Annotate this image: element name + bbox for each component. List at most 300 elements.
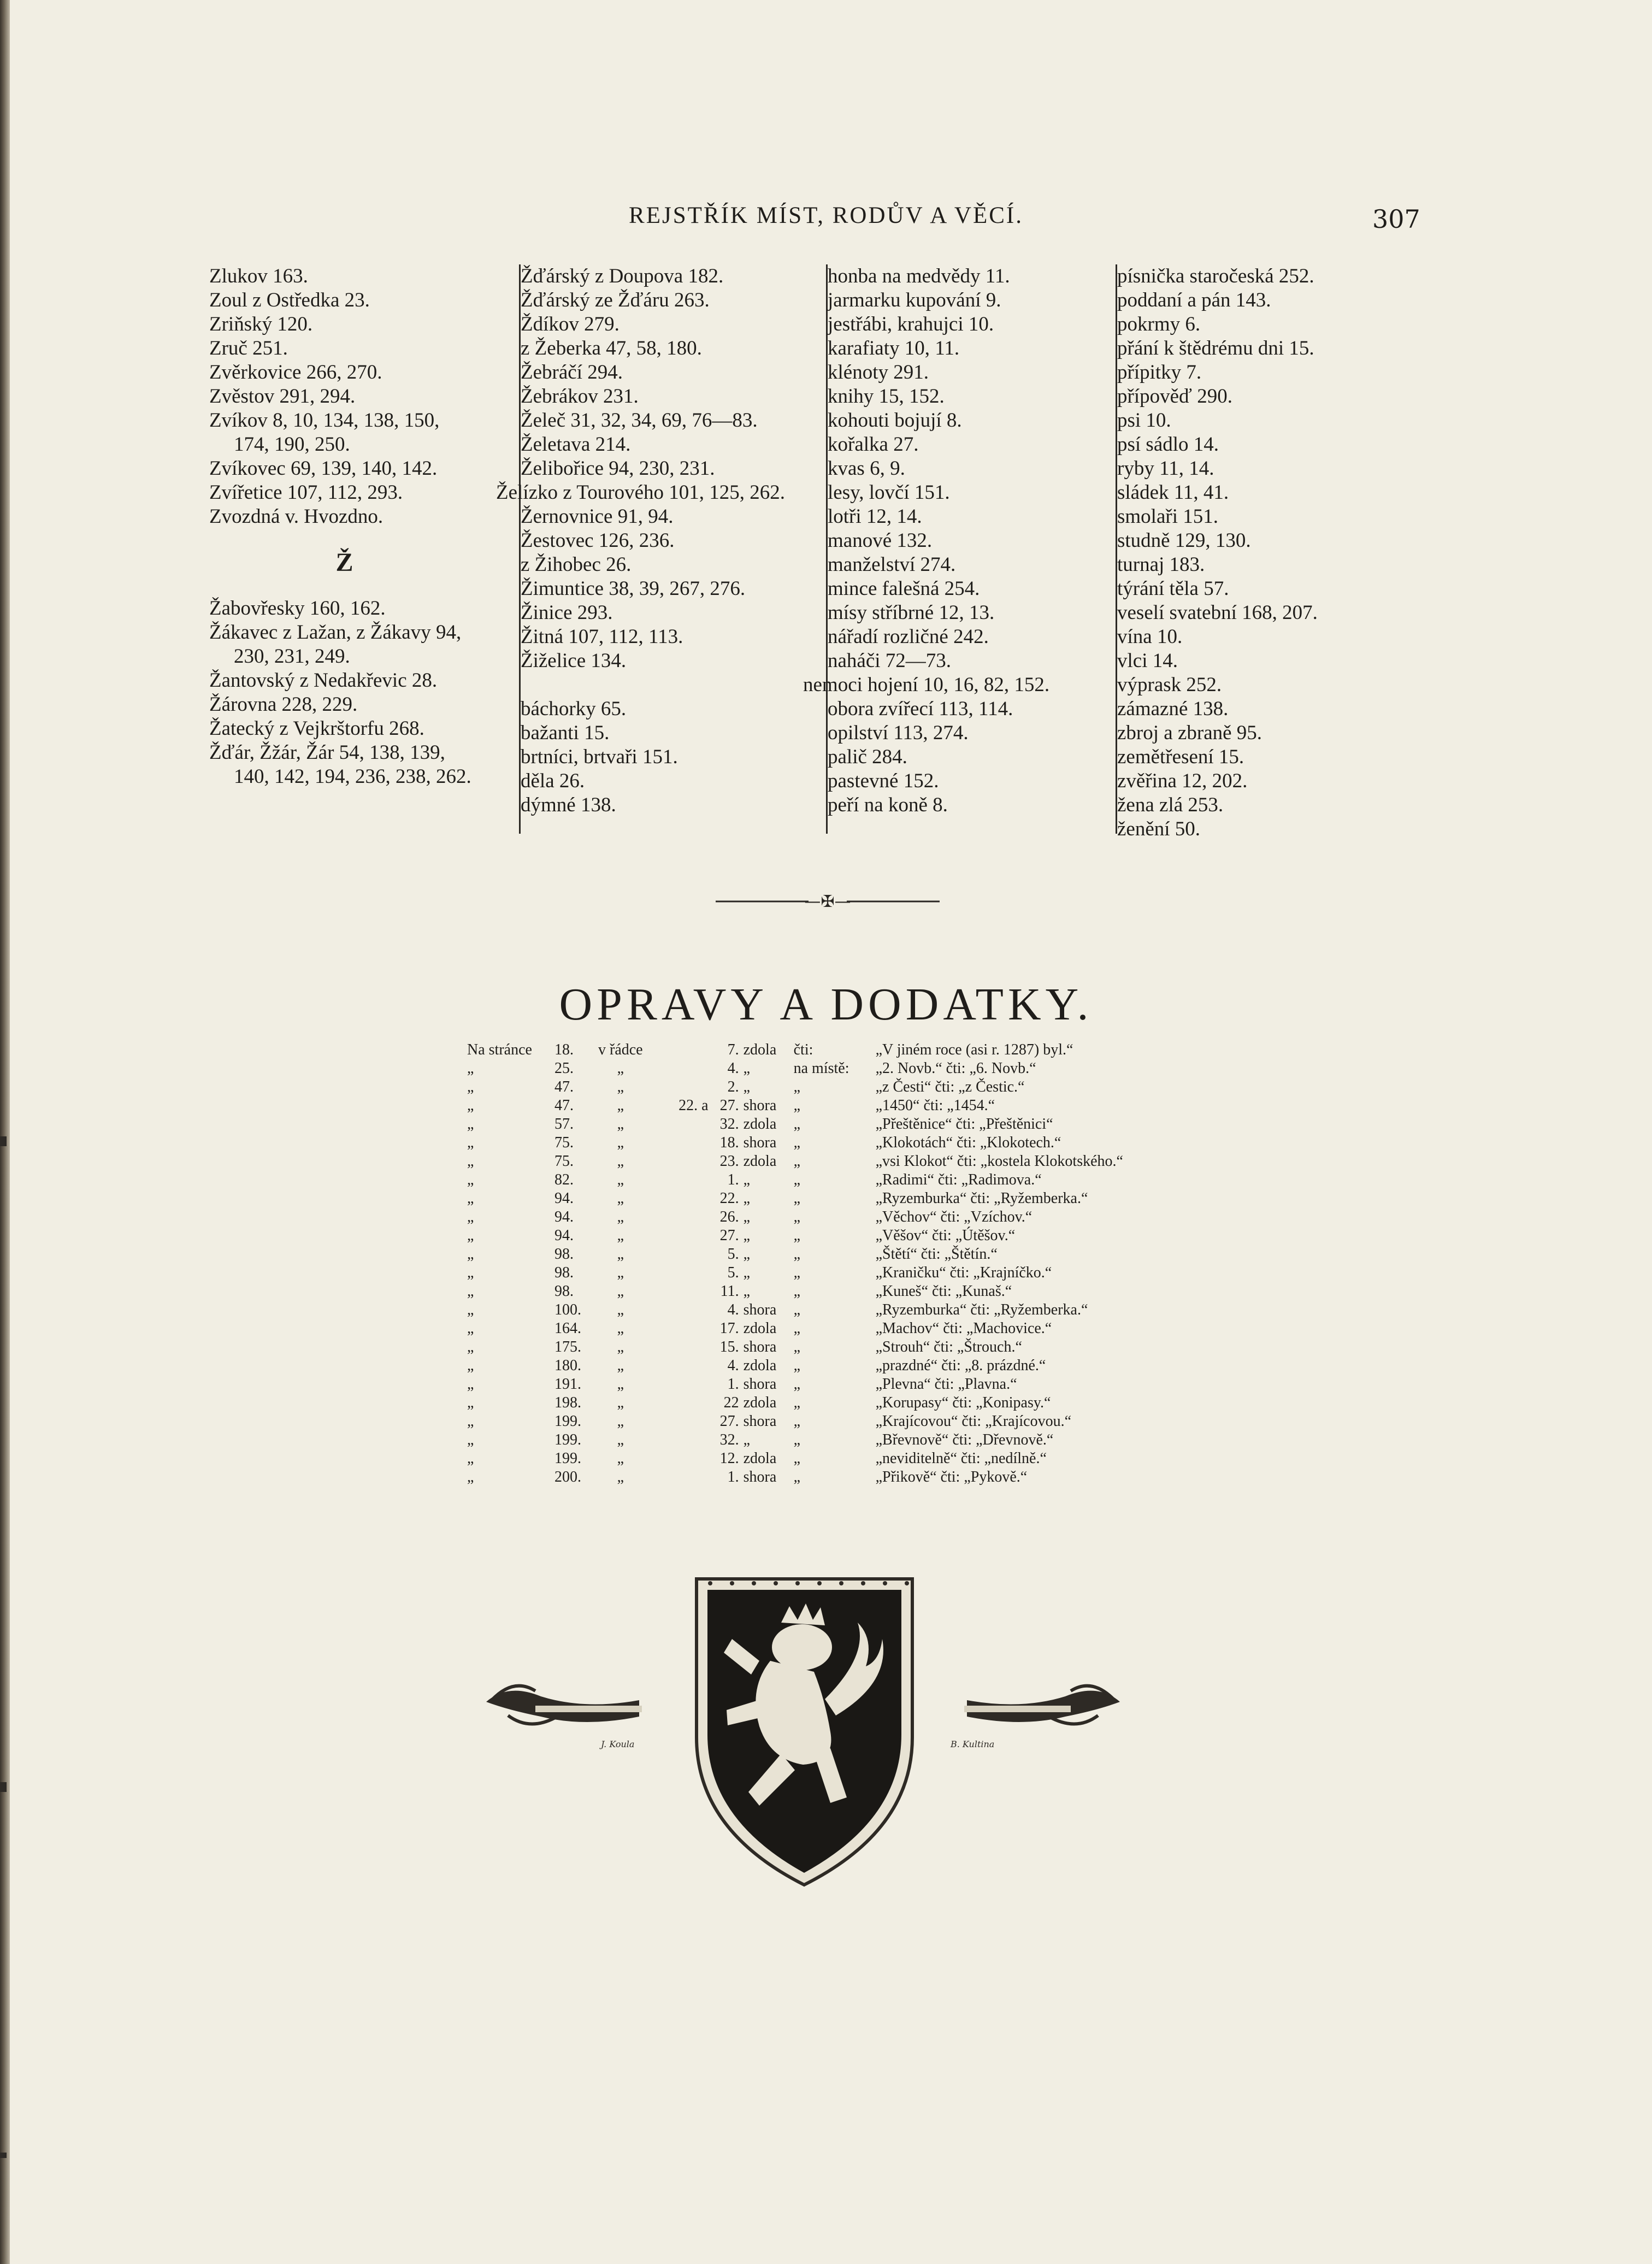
errata-line-number: 27. [719,1227,739,1244]
errata-line-label: „ [617,1264,624,1281]
index-entry: karafiaty 10, 11. [828,337,960,359]
errata-prefix: „ [467,1078,474,1095]
errata-line-number: 12. [719,1450,739,1467]
errata-extra [643,1189,714,1208]
errata-page: 94. [554,1208,574,1225]
errata-correction: „vsi Klokot“ čti: „kostela Klokotského.“ [875,1153,1123,1170]
ornament-divider [710,891,945,912]
errata-page: 199. [554,1431,581,1448]
errata-instruction: „ [793,1171,801,1188]
errata-instruction: „ [793,1190,801,1207]
errata-line-label: „ [617,1320,624,1337]
index-entry: Žatecký z Vejkrštorfu 268. [209,717,424,740]
errata-extra [643,1357,714,1375]
errata-direction: zdola [743,1450,777,1467]
section-letter-heading: Ž [335,548,353,577]
errata-line-label: „ [617,1134,624,1151]
index-entry: Žimuntice 38, 39, 267, 276. [521,577,746,600]
index-entry: Zvozdná v. Hvozdno. [209,505,384,528]
errata-direction: „ [743,1190,751,1207]
errata-correction: „Přikově“ čti: „Pykově.“ [875,1469,1028,1485]
errata-prefix: „ [467,1116,474,1133]
errata-line-number: 32. [719,1116,739,1133]
errata-line-number: 23. [719,1153,739,1170]
errata-line-number: 1. [727,1376,739,1393]
errata-table [467,1041,1258,1487]
errata-direction: „ [743,1171,751,1188]
errata-instruction: „ [793,1413,801,1430]
index-entry: ženění 50. [1117,818,1201,840]
index-entry: pastevné 152. [828,770,939,792]
errata-page: 200. [554,1469,581,1485]
index-entry: lotři 12, 14. [828,505,922,528]
errata-instruction: „ [793,1450,801,1467]
index-entry: písnička staročeská 252. [1117,265,1314,287]
index-entry: palič 284. [828,746,907,768]
errata-page: 199. [554,1450,581,1467]
errata-direction: shora [743,1134,777,1151]
index-entry: mince falešná 254. [828,577,980,600]
errata-instruction: „ [793,1116,801,1133]
ornament-bar-inlay-left [535,1706,642,1712]
errata-page: 100. [554,1301,581,1318]
errata-row [467,1449,1258,1468]
errata-line-label: „ [617,1283,624,1300]
errata-page: 94. [554,1227,574,1244]
errata-line-number: 1. [727,1171,739,1188]
errata-row [467,1412,1258,1431]
index-entry: přípověď 290. [1117,385,1232,408]
index-entry: dýmné 138. [521,794,616,816]
index-entry: Želetava 214. [521,433,631,456]
index-entry: kvas 6, 9. [828,457,905,480]
errata-line-number: 2. [727,1078,739,1095]
errata-title: OPRAVY A DODATKY. [559,979,1093,1030]
errata-line-label: „ [617,1376,624,1393]
errata-row [467,1096,1258,1115]
errata-line-label: „ [617,1153,624,1170]
errata-line-number: 4. [727,1357,739,1374]
errata-line-number: 26. [719,1208,739,1225]
errata-prefix: „ [467,1097,474,1114]
errata-line-number: 22. [719,1190,739,1207]
index-entry: Žďárský z Doupova 182. [521,265,724,287]
errata-direction: „ [743,1246,751,1263]
index-entry: naháči 72—73. [828,650,952,672]
index-entry: Žantovský z Nedakřevic 28. [209,669,438,692]
errata-extra [643,1171,714,1189]
errata-extra [643,1152,714,1171]
index-entry: psi 10. [1117,409,1171,432]
errata-prefix: „ [467,1320,474,1337]
errata-row [467,1264,1258,1282]
errata-line-label: „ [617,1469,624,1485]
ornament-glyph: —✠— [804,892,851,911]
index-entry: Želízko z Tourového 101, 125, 262. [496,481,786,504]
running-header-title: REJSTŘÍK MÍST, RODŮV A VĚCÍ. [629,203,1023,228]
errata-line-label: „ [617,1208,624,1225]
errata-row [467,1115,1258,1134]
errata-direction: „ [743,1227,751,1244]
errata-correction: „V jiném roce (asi r. 1287) byl.“ [875,1041,1073,1058]
errata-correction: „Krajícovou“ čti: „Krajícovou.“ [875,1413,1072,1430]
errata-page: 75. [554,1134,574,1151]
index-entry: výprask 252. [1117,674,1222,696]
errata-prefix: „ [467,1060,474,1077]
errata-prefix: „ [467,1376,474,1393]
index-entry: honba na medvědy 11. [828,265,1010,287]
errata-instruction: „ [793,1431,801,1448]
errata-row [467,1189,1258,1208]
errata-line-label: „ [617,1060,624,1077]
index-column-3 [803,264,1105,834]
errata-line-number: 27. [719,1413,739,1430]
index-column-2 [496,264,795,834]
index-entry: Žinice 293. [521,602,613,624]
index-entry: Žárovna 228, 229. [209,693,358,716]
index-entry: Želeč 31, 32, 34, 69, 76—83. [521,409,758,432]
errata-instruction: „ [793,1283,801,1300]
errata-prefix: „ [467,1469,474,1485]
errata-correction: „Věšov“ čti: „Útěšov.“ [875,1227,1016,1244]
errata-page: 25. [554,1060,574,1077]
index-entry: Žabovřesky 160, 162. [209,597,386,620]
errata-direction: zdola [743,1116,777,1133]
errata-row [467,1301,1258,1319]
errata-correction: „Štětí“ čti: „Štětín.“ [875,1246,998,1263]
errata-prefix: „ [467,1283,474,1300]
index-entry: Zlukov 163. [209,265,308,287]
errata-line-label: „ [617,1078,624,1095]
errata-line-label: „ [617,1301,624,1318]
errata-extra [643,1264,714,1282]
index-entry: veselí svatební 168, 207. [1117,602,1318,624]
errata-extra [643,1375,714,1394]
errata-direction: „ [743,1060,751,1077]
errata-correction: „Klokotách“ čti: „Klokotech.“ [875,1134,1061,1151]
errata-direction: „ [743,1431,751,1448]
index-entry: Zruč 251. [209,337,288,359]
errata-prefix: „ [467,1450,474,1467]
errata-instruction: na místě: [793,1060,849,1077]
errata-line-label: „ [617,1339,624,1355]
errata-page: 191. [554,1376,581,1393]
errata-page: 175. [554,1339,581,1355]
index-entry: obora zvířecí 113, 114. [828,698,1013,720]
errata-correction: „Kraničku“ čti: „Krajníčko.“ [875,1264,1052,1281]
errata-extra [643,1431,714,1449]
index-entry: vlci 14. [1117,650,1178,672]
signature-right: B. Kultina [951,1739,995,1749]
errata-correction: „Strouh“ čti: „Štrouch.“ [875,1339,1022,1355]
index-entry: vína 10. [1117,626,1183,648]
index-entry: bažanti 15. [521,722,610,744]
index-entry: pokrmy 6. [1117,313,1201,335]
errata-correction: „Kuneš“ čti: „Kunaš.“ [875,1283,1012,1300]
errata-extra [643,1468,714,1487]
errata-page: 82. [554,1171,574,1188]
index-entry: jestřábi, krahujci 10. [828,313,994,335]
errata-page: 75. [554,1153,574,1170]
errata-direction: „ [743,1078,751,1095]
index-entry: Zvěstov 291, 294. [209,385,356,408]
errata-direction: shora [743,1376,777,1393]
errata-page: 98. [554,1264,574,1281]
errata-prefix: „ [467,1153,474,1170]
index-entry: Zvíkov 8, 10, 134, 138, 150, 174, 190, 250. [209,409,440,456]
errata-row [467,1319,1258,1338]
errata-instruction: „ [793,1134,801,1151]
index-entry: Zoul z Ostředka 23. [209,289,370,311]
errata-line-number: 32. [719,1431,739,1448]
errata-page: 94. [554,1190,574,1207]
index-column-1 [209,264,480,834]
index-entry: manové 132. [828,529,933,552]
errata-line-number: 1. [727,1469,739,1485]
errata-page: 47. [554,1078,574,1095]
index-entry: přání k štědrému dni 15. [1117,337,1314,359]
errata-direction: zdola [743,1394,777,1411]
errata-instruction: „ [793,1264,801,1281]
errata-extra [643,1301,714,1319]
errata-line-number: 18. [719,1134,739,1151]
errata-correction: „Radimi“ čti: „Radimova.“ [875,1171,1042,1188]
errata-extra [643,1338,714,1357]
errata-instruction: „ [793,1339,801,1355]
signature-left: J. Koula [601,1739,635,1749]
errata-row [467,1208,1258,1227]
errata-line-number: 15. [719,1339,739,1355]
errata-line-label: „ [617,1413,624,1430]
errata-direction: shora [743,1301,777,1318]
errata-instruction: „ [793,1376,801,1393]
errata-correction: „Břevnově“ čti: „Dřevnově.“ [875,1431,1054,1448]
errata-line-number: 22 [723,1394,739,1411]
errata-prefix: „ [467,1431,474,1448]
errata-extra [643,1078,714,1096]
index-entry: týrání těla 57. [1117,577,1229,600]
errata-correction: „Ryzemburka“ čti: „Ryžemberka.“ [875,1190,1088,1207]
errata-line-number: 17. [719,1320,739,1337]
errata-prefix: Na stránce [467,1041,532,1058]
index-entry: peří na koně 8. [828,794,948,816]
spacer [521,673,795,697]
coat-of-arms-emblem [475,1573,1131,1890]
errata-direction: zdola [743,1153,777,1170]
errata-line-number: 11. [720,1283,739,1300]
index-entry: Žernovnice 91, 94. [521,505,674,528]
errata-direction: shora [743,1469,777,1485]
index-entry: opilství 113, 274. [828,722,969,744]
errata-line-label: „ [617,1097,624,1114]
errata-instruction: „ [793,1394,801,1411]
errata-row [467,1078,1258,1096]
errata-direction: shora [743,1339,777,1355]
errata-row [467,1338,1258,1357]
errata-line-number: 27. [719,1097,739,1114]
errata-correction: „2. Novb.“ čti: „6. Novb.“ [875,1060,1036,1077]
errata-row [467,1375,1258,1394]
errata-line-label: v řádce [598,1041,643,1058]
errata-direction: shora [743,1097,777,1114]
index-entry: sládek 11, 41. [1117,481,1229,504]
errata-extra [643,1227,714,1245]
errata-correction: „Korupasy“ čti: „Konipasy.“ [875,1394,1051,1411]
index-entry: báchorky 65. [521,698,627,720]
errata-extra [643,1412,714,1431]
errata-line-label: „ [617,1394,624,1411]
errata-instruction: „ [793,1208,801,1225]
errata-row [467,1245,1258,1264]
errata-row [467,1357,1258,1375]
index-entry: nářadí rozličné 242. [828,626,989,648]
index-entry: kohouti bojují 8. [828,409,962,432]
errata-line-label: „ [617,1171,624,1188]
errata-instruction: „ [793,1227,801,1244]
errata-prefix: „ [467,1246,474,1263]
errata-page: 199. [554,1413,581,1430]
errata-instruction: „ [793,1246,801,1263]
errata-prefix: „ [467,1357,474,1374]
errata-extra: 22. a [678,1097,709,1114]
errata-direction: zdola [743,1041,777,1058]
errata-prefix: „ [467,1208,474,1225]
index-entry: Žebrákov 231. [521,385,639,408]
errata-row [467,1227,1258,1245]
errata-row [467,1152,1258,1171]
index-entry: Zvíkovec 69, 139, 140, 142. [209,457,438,480]
index-entry: psí sádlo 14. [1117,433,1219,456]
errata-page: 180. [554,1357,581,1374]
errata-line-number: 4. [727,1060,739,1077]
errata-page: 18. [554,1041,574,1058]
index-entry: Želibořice 94, 230, 231. [521,457,715,480]
index-entry: klénoty 291. [828,361,929,384]
index-column-4 [1116,264,1400,840]
ornament-bar-inlay-right [964,1706,1071,1712]
errata-line-label: „ [617,1357,624,1374]
errata-instruction: „ [793,1301,801,1318]
errata-correction: „Věchov“ čti: „Vzíchov.“ [875,1208,1032,1225]
errata-line-label: „ [617,1246,624,1263]
errata-extra [643,1134,714,1152]
index-entry: nemoci hojení 10, 16, 82, 152. [803,674,1050,696]
errata-extra [643,1245,714,1264]
index-entry: děla 26. [521,770,585,792]
errata-correction: „1450“ čti: „1454.“ [875,1097,995,1114]
errata-extra [643,1041,714,1059]
errata-row [467,1134,1258,1152]
index-entry: Zriňský 120. [209,313,313,335]
errata-extra [643,1282,714,1301]
index-entry: turnaj 183. [1117,553,1205,576]
index-entry: Žďár, Žžár, Žár 54, 138, 139, 140, 142, 194, 236, 238, 262. [209,741,471,788]
index-entry: zvěřina 12, 202. [1117,770,1248,792]
index-entry: brtníci, brtvaři 151. [521,746,678,768]
errata-correction: „neviditelně“ čti: „nedílně.“ [875,1450,1047,1467]
page-number: 307 [1372,204,1420,234]
index-entry: přípitky 7. [1117,361,1202,384]
errata-extra [643,1449,714,1468]
index-entry: mísy stříbrné 12, 13. [828,602,995,624]
errata-instruction: „ [793,1097,801,1114]
errata-prefix: „ [467,1227,474,1244]
errata-page: 47. [554,1097,574,1114]
errata-line-number: 5. [727,1246,739,1263]
errata-correction: „z Česti“ čti: „z Čestic.“ [875,1078,1025,1095]
errata-row [467,1171,1258,1189]
errata-line-number: 7. [727,1041,739,1058]
errata-instruction: „ [793,1153,801,1170]
errata-instruction: čti: [793,1041,813,1058]
book-spine-edge [0,0,10,2264]
edge-mark [0,2153,7,2158]
errata-prefix: „ [467,1413,474,1430]
index-entry: ryby 11, 14. [1117,457,1214,480]
index-entry: zemětřesení 15. [1117,746,1244,768]
errata-correction: „Přeštěnice“ čti: „Přeštěnici“ [875,1116,1053,1133]
errata-correction: „Plevna“ čti: „Plavna.“ [875,1376,1017,1393]
errata-line-label: „ [617,1116,624,1133]
edge-mark [0,1782,7,1792]
errata-instruction: „ [793,1469,801,1485]
errata-page: 57. [554,1116,574,1133]
errata-row [467,1059,1258,1078]
index-entry: studně 129, 130. [1117,529,1251,552]
index-entry: zámazné 138. [1117,698,1229,720]
errata-instruction: „ [793,1357,801,1374]
errata-extra [643,1115,714,1134]
index-entry: Zvířetice 107, 112, 293. [209,481,403,504]
index-entry: Ždíkov 279. [521,313,620,335]
index-entry: jarmarku kupování 9. [828,289,1001,311]
errata-direction: „ [743,1208,751,1225]
errata-row [467,1468,1258,1487]
index-entry: z Žeberka 47, 58, 180. [521,337,702,359]
errata-row [467,1394,1258,1412]
index-entry: Žebráčí 294. [521,361,623,384]
index-entry: kořalka 27. [828,433,919,456]
errata-direction: „ [743,1264,751,1281]
errata-prefix: „ [467,1394,474,1411]
errata-direction: zdola [743,1320,777,1337]
errata-prefix: „ [467,1134,474,1151]
errata-instruction: „ [793,1078,801,1095]
index-entry: poddaní a pán 143. [1117,289,1271,311]
errata-prefix: „ [467,1171,474,1188]
errata-line-label: „ [617,1190,624,1207]
edge-mark [0,1136,7,1146]
errata-extra [643,1059,714,1078]
errata-line-label: „ [617,1227,624,1244]
errata-prefix: „ [467,1264,474,1281]
errata-extra [643,1319,714,1338]
index-entry: žena zlá 253. [1117,794,1224,816]
index-entry: Žďárský ze Žďáru 263. [521,289,710,311]
index-entry: Žitná 107, 112, 113. [521,626,683,648]
errata-line-number: 4. [727,1301,739,1318]
index-entry: manželství 274. [828,553,956,576]
errata-direction: zdola [743,1357,777,1374]
errata-line-label: „ [617,1431,624,1448]
index-entry: zbroj a zbraně 95. [1117,722,1262,744]
errata-direction: shora [743,1413,777,1430]
index-entry: Žákavec z Lažan, z Žákavy 94, 230, 231, 249. [209,621,462,668]
errata-instruction: „ [793,1320,801,1337]
errata-prefix: „ [467,1301,474,1318]
errata-page: 98. [554,1246,574,1263]
errata-correction: „Ryzemburka“ čti: „Ryžemberka.“ [875,1301,1088,1318]
